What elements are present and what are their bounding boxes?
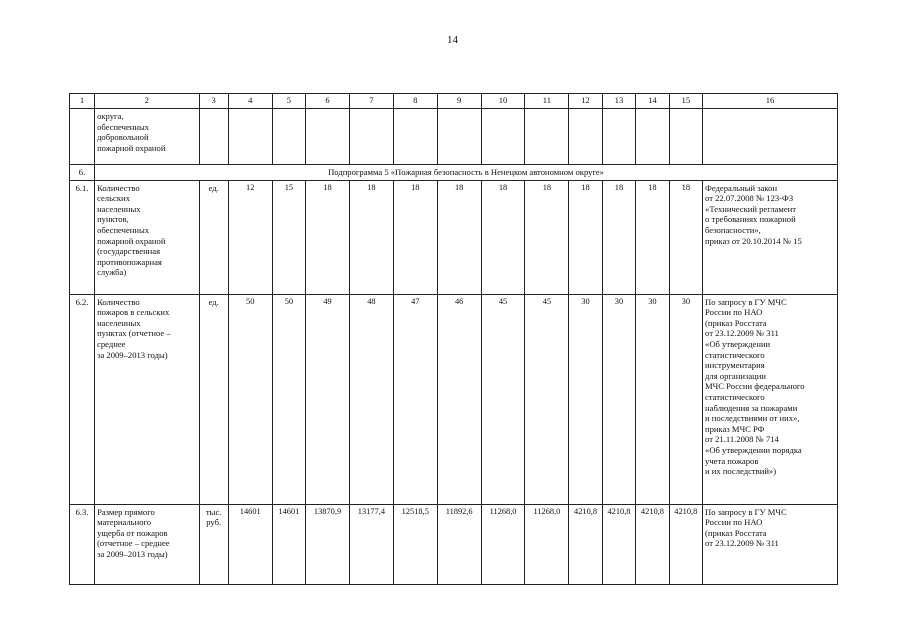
- empty-cell: [228, 109, 272, 165]
- text-line: (приказ Росстата: [705, 317, 767, 328]
- value-cell: 18: [437, 180, 481, 294]
- text-line: МЧС России федерального: [705, 381, 805, 392]
- text-line: «Технический регламент: [705, 203, 797, 214]
- text-line: Количество: [97, 182, 140, 193]
- text-line: ед.: [208, 182, 219, 193]
- value-cell: 12518,5: [393, 504, 437, 584]
- text-line: Федеральный закон: [705, 182, 778, 193]
- text-line: пожарной охраной: [97, 142, 166, 153]
- text-line: безопасности»,: [705, 224, 761, 235]
- text-line: за 2009–2013 годы): [97, 349, 168, 360]
- text-line: служба): [97, 267, 127, 278]
- value-cell: 15: [272, 180, 305, 294]
- column-number-7: 7: [349, 94, 393, 109]
- text-line: материального: [97, 517, 152, 528]
- value-cell: 18: [525, 180, 569, 294]
- text-line: пунктов,: [97, 214, 129, 225]
- text-line: По запросу в ГУ МЧС: [705, 296, 787, 307]
- text-line: и последствиями от них»,: [705, 413, 800, 424]
- text-line: России по НАО: [705, 517, 763, 528]
- column-number-3: 3: [199, 94, 228, 109]
- text-line: Количество: [97, 296, 140, 307]
- text-line: статистического: [705, 349, 765, 360]
- value-cell: 47: [393, 294, 437, 504]
- text-line: среднее: [97, 338, 126, 349]
- text-line: пунктах (отчетное –: [97, 328, 171, 339]
- text-line: наблюдения за пожарами: [705, 402, 798, 413]
- text-line: добровольной: [97, 132, 149, 143]
- text-line: пожарной охраной: [97, 235, 166, 246]
- column-number-15: 15: [669, 94, 702, 109]
- unit-cell: [199, 504, 228, 584]
- text-line: от 23.12.2009 № 311: [705, 538, 779, 549]
- row-code: 6.2.: [70, 294, 95, 504]
- value-cell: 30: [669, 294, 702, 504]
- value-cell: 4210,8: [636, 504, 669, 584]
- text-line: (государственная: [97, 246, 161, 257]
- text-line: (приказ Росстата: [705, 527, 767, 538]
- text-line: приказ МЧС РФ: [705, 423, 765, 434]
- value-cell: 18: [481, 180, 525, 294]
- empty-cell: [437, 109, 481, 165]
- indicator-name: [95, 294, 199, 504]
- text-line: для организации: [705, 370, 766, 381]
- indicator-name: [95, 109, 199, 165]
- value-cell: 50: [272, 294, 305, 504]
- subprogram-row: [70, 165, 838, 181]
- text-line: статистического: [705, 391, 765, 402]
- text-line: Размер прямого: [97, 506, 155, 517]
- value-cell: 11268,0: [481, 504, 525, 584]
- text-line: населенных: [97, 317, 141, 328]
- empty-cell: [602, 109, 635, 165]
- row-code: 6.1.: [70, 180, 95, 294]
- indicator-name: [95, 504, 199, 584]
- empty-cell: [636, 109, 669, 165]
- value-cell: 13870,9: [306, 504, 350, 584]
- empty-cell: [199, 109, 228, 165]
- value-cell: 4210,8: [569, 504, 602, 584]
- subprogram-title: Подпрограмма 5 «Пожарная безопасность в Ненецком автономном округе»: [95, 165, 838, 181]
- column-number-2: 2: [95, 94, 199, 109]
- text-line: ущерба от пожаров: [97, 527, 168, 538]
- column-number-row: [70, 94, 838, 109]
- unit-cell: [199, 294, 228, 504]
- text-line: По запросу в ГУ МЧС: [705, 506, 787, 517]
- empty-cell: [349, 109, 393, 165]
- text-line: округа,: [97, 111, 124, 121]
- indicator-name: [95, 180, 199, 294]
- empty-cell: [669, 109, 702, 165]
- text-line: руб.: [206, 517, 222, 528]
- text-line: ед.: [208, 296, 219, 307]
- indicator-row: [70, 180, 838, 294]
- value-cell: 45: [481, 294, 525, 504]
- value-cell: 30: [569, 294, 602, 504]
- value-cell: 18: [306, 180, 350, 294]
- value-cell: 49: [306, 294, 350, 504]
- value-cell: 18: [602, 180, 635, 294]
- row-code: 6.3.: [70, 504, 95, 584]
- column-number-14: 14: [636, 94, 669, 109]
- empty-cell: [481, 109, 525, 165]
- column-number-9: 9: [437, 94, 481, 109]
- text-line: от 23.12.2009 № 311: [705, 328, 779, 339]
- text-line: обеспеченных: [97, 121, 150, 132]
- basis-cell: [703, 180, 838, 294]
- value-cell: 14601: [228, 504, 272, 584]
- empty-cell: [703, 109, 838, 165]
- text-line: обеспеченных: [97, 224, 150, 235]
- text-line: пожаров в сельских: [97, 307, 170, 318]
- empty-cell: [393, 109, 437, 165]
- value-cell: 30: [602, 294, 635, 504]
- indicators-table: [69, 93, 838, 585]
- column-number-11: 11: [525, 94, 569, 109]
- column-number-16: 16: [703, 94, 838, 109]
- basis-cell: [703, 294, 838, 504]
- value-cell: 45: [525, 294, 569, 504]
- empty-cell: [272, 109, 305, 165]
- text-line: инструментария: [705, 360, 765, 371]
- column-number-1: 1: [70, 94, 95, 109]
- value-cell: 18: [349, 180, 393, 294]
- text-line: от 21.11.2008 № 714: [705, 434, 779, 445]
- text-line: «Об утверждении порядка: [705, 444, 802, 455]
- empty-cell: [525, 109, 569, 165]
- column-number-8: 8: [393, 94, 437, 109]
- text-line: противопожарная: [97, 256, 162, 267]
- value-cell: 4210,8: [669, 504, 702, 584]
- basis-cell: [703, 504, 838, 584]
- text-line: и их последствий»): [705, 466, 777, 477]
- column-number-12: 12: [569, 94, 602, 109]
- value-cell: 50: [228, 294, 272, 504]
- value-cell: 18: [393, 180, 437, 294]
- text-line: населенных: [97, 203, 141, 214]
- text-line: сельских: [97, 193, 130, 204]
- text-line: за 2009–2013 годы): [97, 548, 168, 559]
- continuation-row: [70, 109, 838, 165]
- value-cell: 11268,0: [525, 504, 569, 584]
- indicator-row: [70, 504, 838, 584]
- text-line: приказ от 20.10.2014 № 15: [705, 235, 802, 246]
- column-number-4: 4: [228, 94, 272, 109]
- value-cell: 30: [636, 294, 669, 504]
- empty-cell: [569, 109, 602, 165]
- value-cell: 4210,8: [602, 504, 635, 584]
- unit-cell: [199, 180, 228, 294]
- row-code: 6.: [70, 165, 95, 181]
- value-cell: 18: [569, 180, 602, 294]
- column-number-13: 13: [602, 94, 635, 109]
- value-cell: 46: [437, 294, 481, 504]
- value-cell: 14601: [272, 504, 305, 584]
- column-number-5: 5: [272, 94, 305, 109]
- text-line: учета пожаров: [705, 455, 759, 466]
- empty-cell: [306, 109, 350, 165]
- text-line: «Об утверждении: [705, 338, 771, 349]
- value-cell: 18: [669, 180, 702, 294]
- column-number-6: 6: [306, 94, 350, 109]
- value-cell: 48: [349, 294, 393, 504]
- text-line: от 22.07.2008 № 123-ФЗ: [705, 193, 794, 204]
- text-line: (отчетное – среднее: [97, 538, 170, 549]
- value-cell: 12: [228, 180, 272, 294]
- value-cell: 18: [636, 180, 669, 294]
- text-line: о требованиях пожарной: [705, 214, 796, 225]
- indicator-row: [70, 294, 838, 504]
- value-cell: 11892,6: [437, 504, 481, 584]
- value-cell: 13177,4: [349, 504, 393, 584]
- column-number-10: 10: [481, 94, 525, 109]
- row-code: [70, 109, 95, 165]
- text-line: России по НАО: [705, 307, 763, 318]
- page-number: 14: [447, 34, 458, 46]
- text-line: тыс.: [205, 506, 222, 517]
